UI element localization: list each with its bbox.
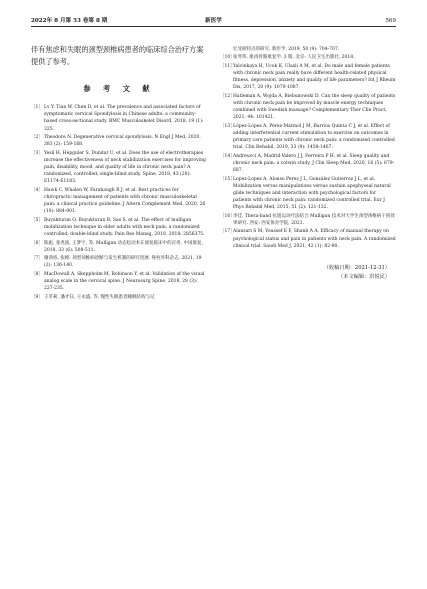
reference-item bbox=[220, 228, 396, 250]
reference-number: ［10］ bbox=[220, 55, 235, 61]
references-heading: 参 考 文 献 bbox=[83, 84, 155, 93]
reference-text: 忆受损特点的研究. 新医学, 2019, 50 (9): 704-707. bbox=[233, 47, 340, 52]
editor-note: （本文编辑：洪悦民） bbox=[338, 273, 390, 280]
reference-item bbox=[220, 93, 396, 122]
reference-text: Andreucci A, Madrid-Valero J J, Ferreira P H, et al. Sleep quality and chronic neck pain: a cotwin study. J Clin Sleep Med, 2020, 16 (5): 679-687. bbox=[233, 153, 395, 174]
reference-item bbox=[220, 213, 396, 227]
reference-number: ［4］ bbox=[31, 187, 43, 193]
reference-text: MacDowall A, Skeppholm M, Robinson Y, et al. Validation of the visual analog scale in the cervical spine. J Neurosurg Spine, 2018, 28 (3): 227-235. bbox=[44, 271, 205, 292]
reference-text: Theodore N. Degenerative cervical spondylosis. N Engl J Med, 2020, 383 (2): 159-168. bbox=[44, 135, 201, 148]
reference-number: ［17］ bbox=[220, 229, 235, 235]
reference-item bbox=[220, 54, 396, 61]
left-column bbox=[31, 44, 207, 302]
reference-item bbox=[31, 240, 207, 254]
reference-number: ［6］ bbox=[31, 240, 43, 246]
reference-text: Yalcinkaya H, Ucok K, Ulasli A M, et al. Do male and female patients with chronic neck pain really have different health-related physical fitness, depression, anxiety and quality of life parameters? Int J Rheum Dis, 2017, 20 (9): 1079-1087. bbox=[233, 63, 396, 91]
article-footer bbox=[220, 264, 396, 282]
reference-item bbox=[220, 123, 396, 152]
reference-number: ［15］ bbox=[220, 176, 235, 182]
reference-number: ［8］ bbox=[31, 271, 43, 277]
reference-text: 谢鸿烁, 张樟. 颈型颈椎病诊断与发生机制的研究进展. 脊柱外科杂志, 2021, 19 (2): 136-140. bbox=[44, 256, 202, 269]
reference-text: Lopez-Lopez A, Alonso Perez J L, González Gutierrez J L, et al. Mobilization versus manipulations versus sustain apophyseal natural glide techniques and interaction with psychological factors for patients with chronic neck pain: randomized controlled trial. Eur J Phys Rehabil Med, 2015, 51 (2): 121-132. bbox=[233, 176, 391, 211]
journal-title: 新医学 bbox=[205, 18, 222, 24]
reference-text: Alansari S M, Youssef E F, Shanb A A. Efficacy of manual therapy on psychological status and pain in patients with neck pain. A randomized clinical trial. Saudi Med J, 2021, 42 (1): 82-90. bbox=[233, 229, 396, 249]
reference-item bbox=[220, 176, 396, 212]
reference-text: 王苹莉, 潘才钰, 王永盛, 等. 慢性失眠患者睡眠结构与记 bbox=[44, 294, 155, 300]
reference-number: ［2］ bbox=[31, 135, 43, 140]
reference-text: 陈彪, 张兆波, 王梦宇, 等. Mulligan 动态松动术在康复临床中的应用. 中国康复, 2018, 33 (6): 508-511. bbox=[44, 240, 203, 253]
closing-paragraph: 伴有焦虑和失眠的颈型颈椎病患者的临床综合治疗方案提供了参考。 bbox=[31, 45, 204, 66]
page-number: 569 bbox=[385, 18, 396, 24]
reference-text: López-López A, Pérez-Mármol J M, Barrios Quinta C J, et al. Effect of adding interferential current stimulation to exercise on outcomes in primary care patients with chronic neck pain: a randomized controlled trial. Clin Rehabil, 2019, 33 (9): 1458-1467. bbox=[233, 123, 395, 151]
reference-number: ［11］ bbox=[220, 63, 235, 69]
references-list-left bbox=[31, 104, 207, 301]
reference-number: ［12］ bbox=[220, 93, 235, 99]
reference-number: ［5］ bbox=[31, 217, 43, 223]
reference-item bbox=[220, 46, 396, 53]
reference-item bbox=[31, 187, 207, 216]
reference-item bbox=[31, 104, 207, 133]
reference-text: Buyukturan O, Buyukturan B, Sas S, et al. The effect of mulligan mobilization technique in older adults with neck pain: a randomized controlled, double-blind study. Pain Res Manag, 2018, 2018: 2856375. bbox=[44, 217, 205, 238]
reference-item bbox=[31, 294, 207, 301]
reference-text: Lv Y, Tian W, Chen D, et al. The prevalence and associated factors of symptomatic cervical Spondylosis in Chinese adults: a community-based cross-sectional study. BMC Musculoskelet Disord, 2018, 19 (1): 325. bbox=[44, 105, 204, 132]
reference-number: ［16］ bbox=[220, 213, 235, 219]
reference-text: Yesil H, Hepguler S, Dundar U, et al. Does the use of electrotherapies increase the effectiveness of neck stabilization exercises for improving pain, disability, mood, and quality of life in chronic neck pain? A randomized, controlled, single-blind study. Spine, 2018, 43 (20): E1174-E1183. bbox=[44, 150, 206, 185]
page-header bbox=[31, 10, 396, 27]
reference-text: 张琴伟. 肌肉骨骼康复学. 3 版. 北京: 人民卫生出版社, 2018. bbox=[233, 55, 355, 61]
reference-number: ［7］ bbox=[31, 256, 43, 262]
reference-number bbox=[220, 46, 233, 53]
right-column bbox=[220, 46, 396, 282]
reference-item bbox=[31, 255, 207, 269]
reference-text: 李佳. Thera-band 抗阻运动疗法结合 Mulligan 技术对大学生颈型颈椎病干预效果研究. 西安: 西安体育学院, 2021. bbox=[233, 213, 395, 226]
reference-number: ［9］ bbox=[31, 294, 43, 300]
issue-info: 2022年 8 月第 53 卷第 8 期 bbox=[31, 18, 108, 24]
reference-item bbox=[31, 217, 207, 239]
reference-number: ［1］ bbox=[31, 105, 43, 110]
reference-item bbox=[31, 271, 207, 293]
received-date: （收稿日期：2021-12-31） bbox=[323, 264, 390, 271]
reference-number: ［14］ bbox=[220, 153, 235, 159]
reference-text: Hatleman A, Wojda A, Biebunowski D. Can the sleep quality of patients with chronic neck pain be improved by muscle energy techniques combined with Swedish massage? Complementary Ther Clin Pract, 2021, 44: 101421. bbox=[233, 93, 396, 121]
reference-item bbox=[31, 134, 207, 148]
reference-number: ［3］ bbox=[31, 150, 43, 156]
reference-item bbox=[31, 150, 207, 186]
reference-text: Hawk C, Whalen W, Farabaugh R J, et al. Best practices for chiropractic management of patients with chronic musculoskeletal pain: a clinical practice guideline. J Altern Complement Med, 2020, 26 (10): 884-901. bbox=[44, 187, 206, 215]
reference-item bbox=[220, 63, 396, 92]
reference-number: ［13］ bbox=[220, 123, 235, 129]
reference-item bbox=[220, 153, 396, 175]
references-list-right bbox=[220, 46, 396, 250]
